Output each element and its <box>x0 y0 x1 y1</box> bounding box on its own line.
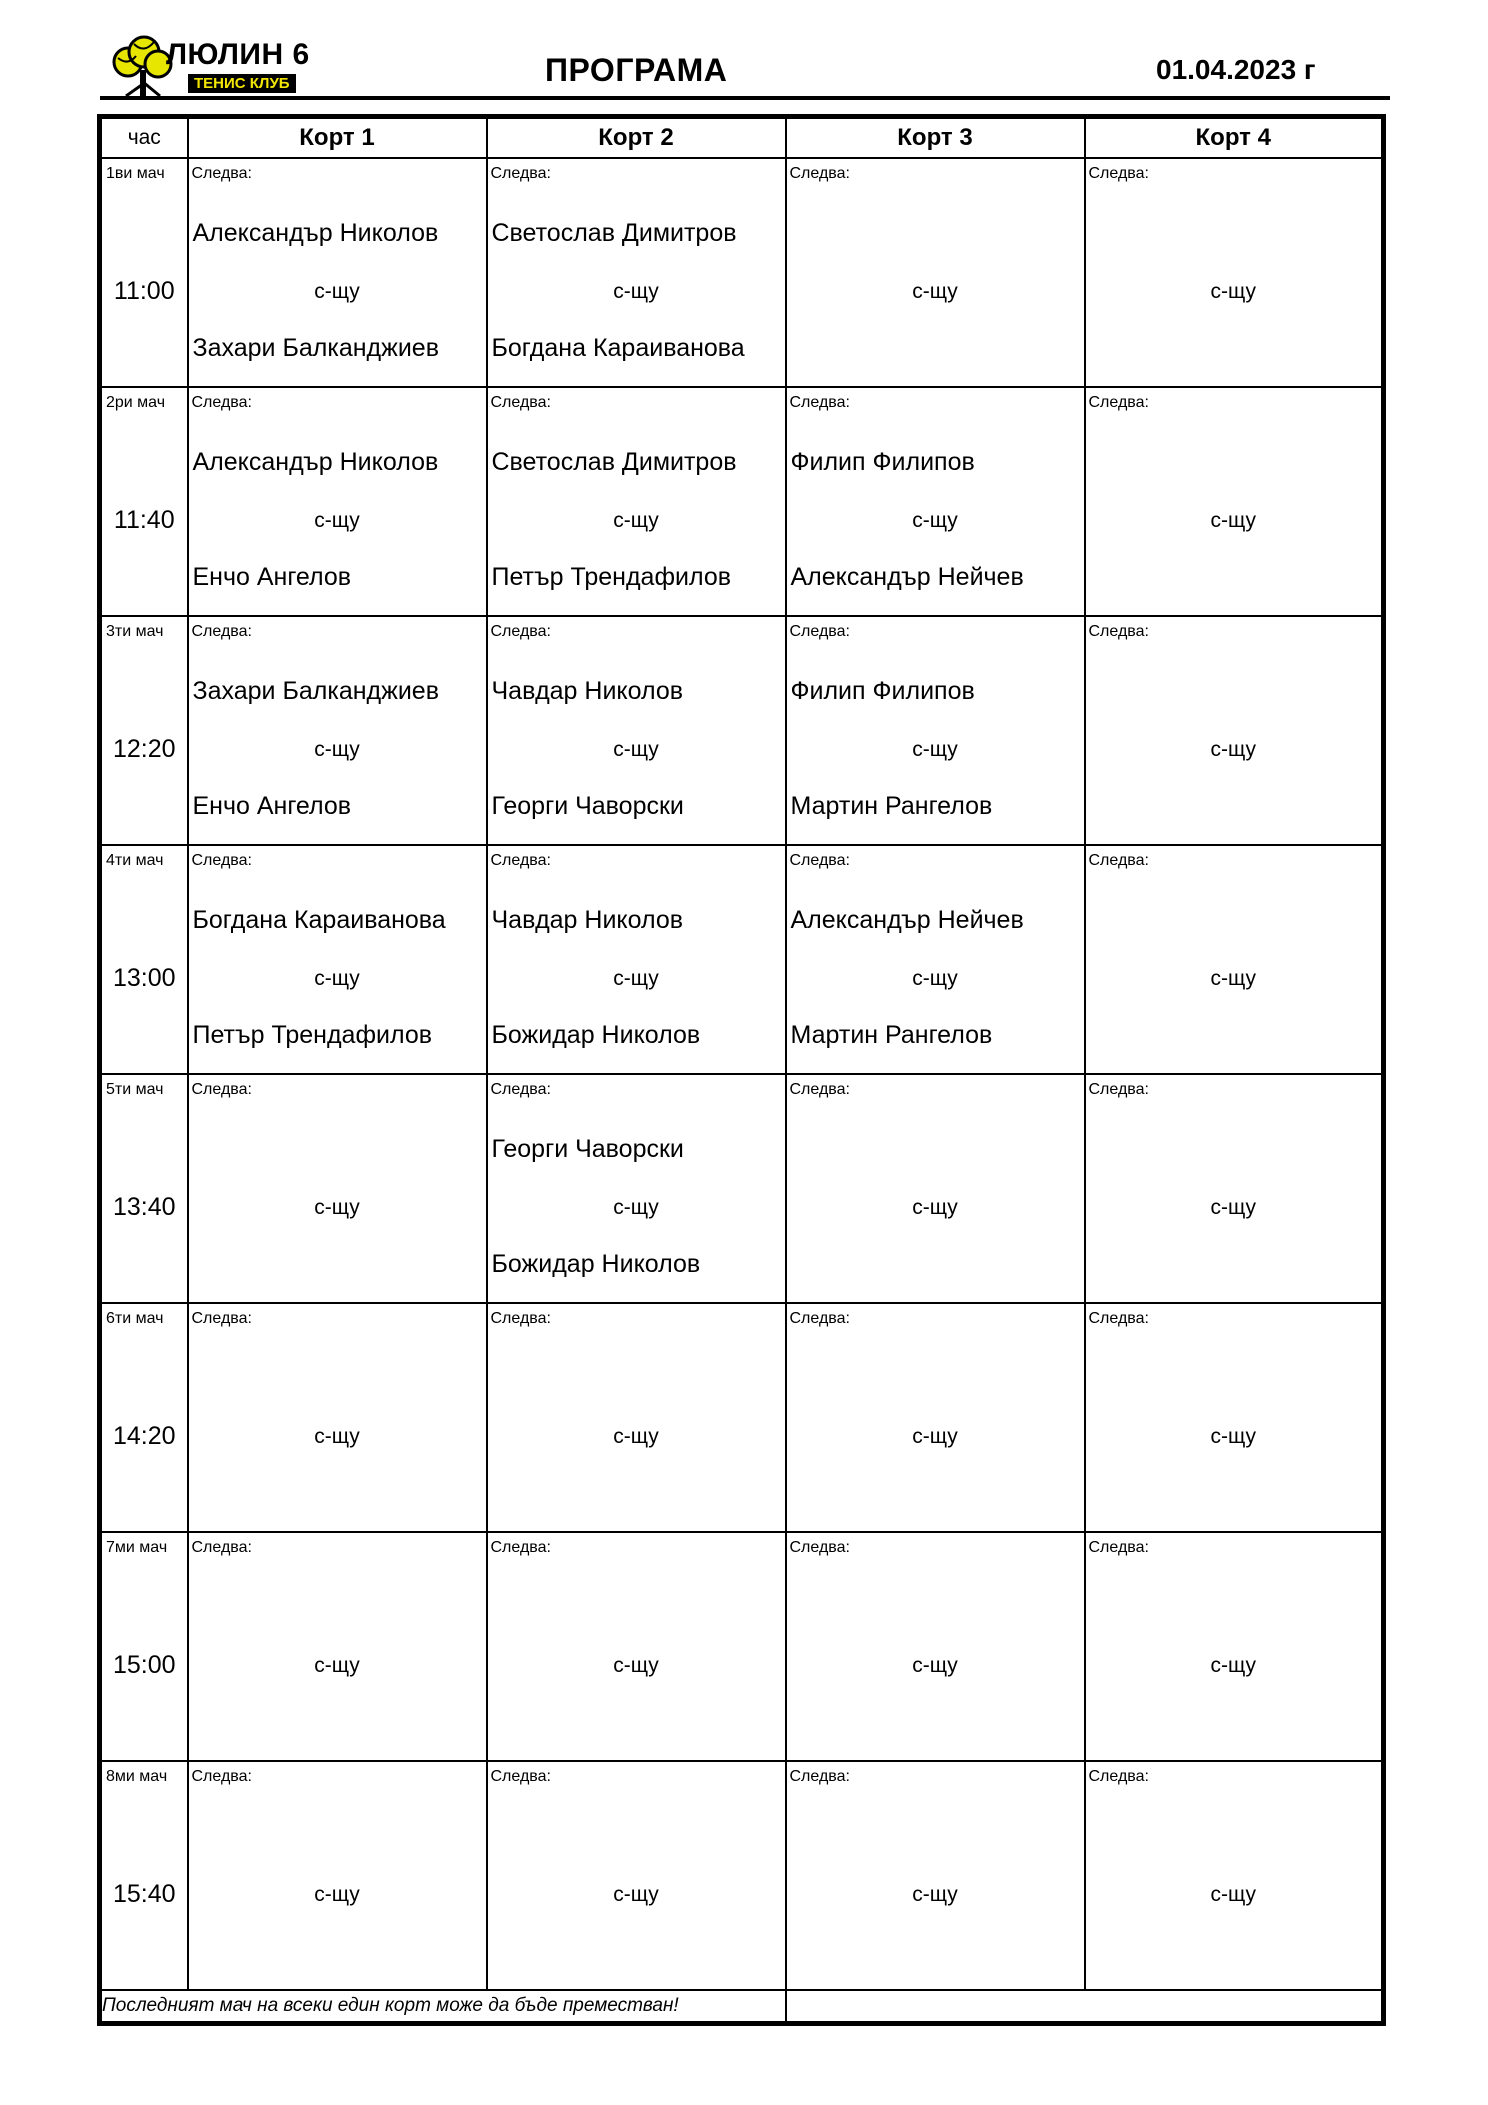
player-two: Александър Нейчев <box>790 563 1024 591</box>
next-label: Следва: <box>191 1768 252 1785</box>
player-two: Захари Балканджиев <box>192 334 439 362</box>
court-cell <box>188 1532 487 1761</box>
next-label: Следва: <box>1088 623 1149 640</box>
player-two: Петър Трендафилов <box>491 563 732 591</box>
match-number: 7ми мач <box>106 1539 168 1556</box>
match-time-cell <box>100 158 188 387</box>
player-one: Александър Николов <box>192 219 439 247</box>
player-one: Чавдар Николов <box>491 677 684 705</box>
court-cell <box>188 158 487 387</box>
table-row <box>100 1532 1384 1761</box>
player-one: Чавдар Николов <box>491 906 684 934</box>
court-cell <box>786 1303 1085 1532</box>
versus-label: с-щу <box>613 1883 659 1906</box>
next-label: Следва: <box>789 1539 850 1556</box>
next-label: Следва: <box>490 1539 551 1556</box>
match-number: 6ти мач <box>106 1310 164 1327</box>
next-label: Следва: <box>789 1081 850 1098</box>
court-cell <box>786 1761 1085 1990</box>
court-cell <box>786 387 1085 616</box>
versus-label: с-щу <box>912 280 958 303</box>
table-footer-row <box>100 1990 1384 2024</box>
court-cell <box>1085 1303 1384 1532</box>
versus-label: с-щу <box>1210 280 1256 303</box>
match-time-cell <box>100 616 188 845</box>
next-label: Следва: <box>789 1310 850 1327</box>
court-cell <box>188 845 487 1074</box>
court-cell <box>188 1303 487 1532</box>
match-time-cell <box>100 1074 188 1303</box>
table-row <box>100 1303 1384 1532</box>
next-label: Следва: <box>1088 1310 1149 1327</box>
player-two: Мартин Рангелов <box>790 792 993 820</box>
player-two: Божидар Николов <box>491 1021 701 1049</box>
player-one: Георги Чаворски <box>491 1135 684 1163</box>
header-divider <box>100 96 1390 100</box>
match-time: 11:00 <box>113 277 175 305</box>
next-label: Следва: <box>789 1768 850 1785</box>
schedule-body <box>100 158 1384 1990</box>
court-cell <box>786 616 1085 845</box>
court-cell <box>1085 1074 1384 1303</box>
match-time: 11:40 <box>113 506 175 534</box>
footer-note: Последният мач на всеки един корт може да бъде преместван! <box>100 1990 786 2024</box>
table-row <box>100 387 1384 616</box>
court-cell <box>188 616 487 845</box>
court-cell <box>1085 387 1384 616</box>
match-time: 14:20 <box>112 1422 176 1450</box>
schedule-table <box>97 114 1386 2026</box>
logo-subtitle: ТЕНИС КЛУБ <box>188 74 296 93</box>
versus-label: с-щу <box>912 1425 958 1448</box>
next-label: Следва: <box>191 623 252 640</box>
match-time: 15:00 <box>112 1651 176 1679</box>
player-two: Божидар Николов <box>491 1250 701 1278</box>
court-cell <box>188 1761 487 1990</box>
match-number: 5ти мач <box>106 1081 164 1098</box>
player-one: Филип Филипов <box>790 448 975 476</box>
next-label: Следва: <box>490 1081 551 1098</box>
versus-label: с-щу <box>912 1883 958 1906</box>
player-two: Енчо Ангелов <box>192 563 352 591</box>
next-label: Следва: <box>1088 852 1149 869</box>
court-cell <box>786 845 1085 1074</box>
court-4-header: Корт 4 <box>1085 117 1384 159</box>
table-row <box>100 1074 1384 1303</box>
player-one: Светослав Димитров <box>491 219 737 247</box>
next-label: Следва: <box>789 394 850 411</box>
court-cell <box>1085 616 1384 845</box>
court-cell <box>1085 158 1384 387</box>
logo-club-name: ЛЮЛИН 6 <box>166 38 310 71</box>
court-cell <box>188 387 487 616</box>
court-cell <box>487 845 786 1074</box>
versus-label: с-щу <box>613 1654 659 1677</box>
player-two: Георги Чаворски <box>491 792 684 820</box>
match-number: 8ми мач <box>106 1768 168 1785</box>
table-row <box>100 845 1384 1074</box>
court-2-header: Корт 2 <box>487 117 786 159</box>
court-cell <box>1085 845 1384 1074</box>
court-cell <box>188 1074 487 1303</box>
next-label: Следва: <box>191 394 252 411</box>
court-1-header: Корт 1 <box>188 117 487 159</box>
page-title: ПРОГРАМА <box>545 52 728 88</box>
table-row <box>100 1761 1384 1990</box>
versus-label: с-щу <box>314 738 360 761</box>
match-time-cell <box>100 845 188 1074</box>
table-row <box>100 616 1384 845</box>
player-one: Светослав Димитров <box>491 448 737 476</box>
versus-label: с-щу <box>912 967 958 990</box>
next-label: Следва: <box>1088 165 1149 182</box>
match-time-cell <box>100 1532 188 1761</box>
player-one: Александър Николов <box>192 448 439 476</box>
match-time: 13:40 <box>112 1193 176 1221</box>
player-two: Мартин Рангелов <box>790 1021 993 1049</box>
versus-label: с-щу <box>912 1196 958 1219</box>
player-one: Александър Нейчев <box>790 906 1024 934</box>
court-3-header: Корт 3 <box>786 117 1085 159</box>
versus-label: с-щу <box>912 509 958 532</box>
versus-label: с-щу <box>314 1196 360 1219</box>
player-two: Богдана Караиванова <box>491 334 745 362</box>
versus-label: с-щу <box>314 1425 360 1448</box>
court-cell <box>786 158 1085 387</box>
page-date: 01.04.2023 г <box>1156 54 1316 85</box>
match-time-cell <box>100 387 188 616</box>
table-header-row <box>100 117 1384 159</box>
court-cell <box>487 1303 786 1532</box>
versus-label: с-щу <box>613 280 659 303</box>
match-time: 12:20 <box>112 735 176 763</box>
court-cell <box>786 1532 1085 1761</box>
versus-label: с-щу <box>912 738 958 761</box>
court-cell <box>786 1074 1085 1303</box>
player-one: Филип Филипов <box>790 677 975 705</box>
next-label: Следва: <box>490 623 551 640</box>
court-cell <box>487 1074 786 1303</box>
court-cell <box>1085 1532 1384 1761</box>
footer-empty-cell <box>786 1990 1384 2024</box>
match-number: 3ти мач <box>106 623 164 640</box>
next-label: Следва: <box>490 394 551 411</box>
versus-label: с-щу <box>613 509 659 532</box>
court-cell <box>487 387 786 616</box>
court-cell <box>487 616 786 845</box>
next-label: Следва: <box>1088 394 1149 411</box>
next-label: Следва: <box>490 1310 551 1327</box>
versus-label: с-щу <box>1210 738 1256 761</box>
player-one: Богдана Караиванова <box>192 906 446 934</box>
court-cell <box>487 1761 786 1990</box>
next-label: Следва: <box>1088 1768 1149 1785</box>
club-logo <box>104 34 314 100</box>
match-time-cell <box>100 1761 188 1990</box>
next-label: Следва: <box>1088 1539 1149 1556</box>
next-label: Следва: <box>1088 1081 1149 1098</box>
match-number: 1ви мач <box>106 165 165 182</box>
versus-label: с-щу <box>314 967 360 990</box>
versus-label: с-щу <box>613 738 659 761</box>
next-label: Следва: <box>789 852 850 869</box>
court-cell <box>487 1532 786 1761</box>
next-label: Следва: <box>191 1310 252 1327</box>
match-number: 4ти мач <box>106 852 164 869</box>
match-time: 13:00 <box>112 964 176 992</box>
versus-label: с-щу <box>314 1883 360 1906</box>
player-two: Петър Трендафилов <box>192 1021 433 1049</box>
versus-label: с-щу <box>613 967 659 990</box>
versus-label: с-щу <box>314 1654 360 1677</box>
player-one: Захари Балканджиев <box>192 677 439 705</box>
hour-column-header: час <box>100 117 188 159</box>
versus-label: с-щу <box>1210 509 1256 532</box>
versus-label: с-щу <box>314 280 360 303</box>
player-two: Енчо Ангелов <box>192 792 352 820</box>
match-number: 2ри мач <box>106 394 166 411</box>
versus-label: с-щу <box>1210 1425 1256 1448</box>
next-label: Следва: <box>789 165 850 182</box>
next-label: Следва: <box>490 165 551 182</box>
match-time-cell <box>100 1303 188 1532</box>
versus-label: с-щу <box>912 1654 958 1677</box>
next-label: Следва: <box>490 1768 551 1785</box>
versus-label: с-щу <box>1210 1196 1256 1219</box>
versus-label: с-щу <box>314 509 360 532</box>
match-time: 15:40 <box>112 1880 176 1908</box>
next-label: Следва: <box>191 1539 252 1556</box>
court-cell <box>487 158 786 387</box>
versus-label: с-щу <box>1210 1654 1256 1677</box>
versus-label: с-щу <box>1210 967 1256 990</box>
versus-label: с-щу <box>1210 1883 1256 1906</box>
next-label: Следва: <box>490 852 551 869</box>
table-row <box>100 158 1384 387</box>
next-label: Следва: <box>789 623 850 640</box>
next-label: Следва: <box>191 1081 252 1098</box>
next-label: Следва: <box>191 165 252 182</box>
versus-label: с-щу <box>613 1196 659 1219</box>
versus-label: с-щу <box>613 1425 659 1448</box>
next-label: Следва: <box>191 852 252 869</box>
court-cell <box>1085 1761 1384 1990</box>
